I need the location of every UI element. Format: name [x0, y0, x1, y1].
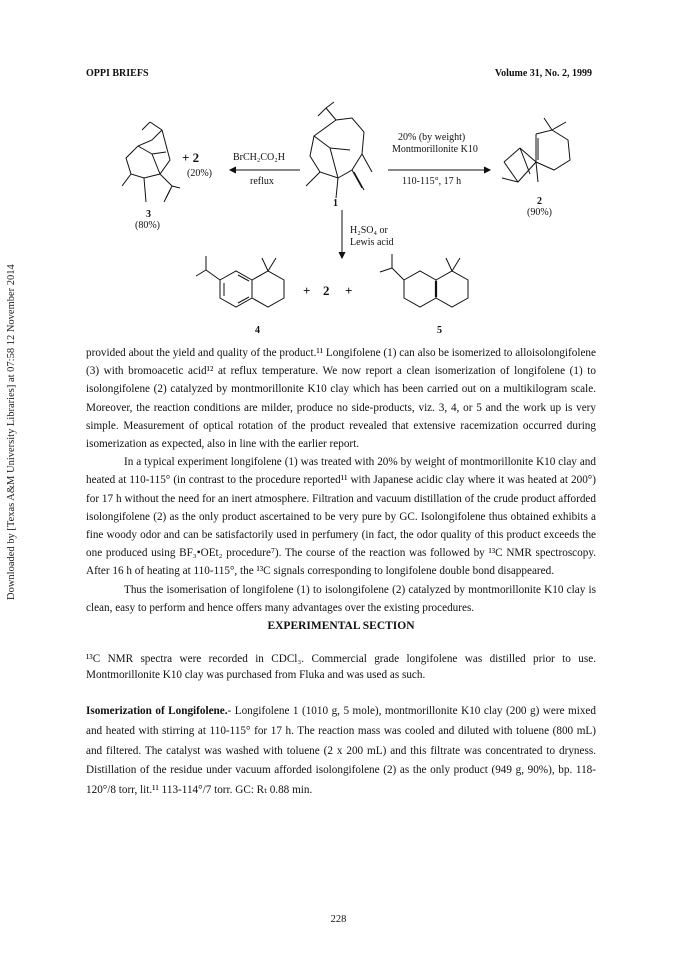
plus-sign-2: +: [345, 283, 353, 298]
compound-3-yield: (80%): [135, 220, 160, 231]
body-text-experimental: [86, 651, 596, 683]
body-text-procedure: [86, 702, 596, 801]
running-header-volume: Volume 31, No. 2, 1999: [494, 68, 592, 79]
compound-2-yield: (90%): [527, 207, 552, 218]
compound-4-label: 4: [255, 325, 260, 336]
compound-3-structure: [122, 122, 180, 202]
reagent-weight: 20% (by weight): [398, 132, 466, 143]
page-number: 228: [330, 914, 347, 925]
compound-1-structure: [306, 102, 372, 198]
compound-4-structure: [196, 256, 284, 307]
reaction-scheme: [0, 90, 677, 345]
plus-two-left: + 2: [182, 150, 200, 165]
running-header-journal: OPPI BRIEFS: [86, 68, 149, 79]
reagent-reflux: reflux: [250, 176, 274, 187]
paragraph-5: [86, 702, 596, 801]
compound-2-label: 2: [537, 196, 542, 207]
compound-5-structure: [380, 254, 468, 307]
reagent-sulfuric: H₂SO₄ or: [350, 225, 388, 236]
download-watermark: Downloaded by [Texas A&M University Libraries] at 07:58 12 November 2014: [6, 264, 17, 600]
reagent-lewis: Lewis acid: [350, 237, 394, 248]
paragraph-3: Thus the isomerisation of longifolene (1) to isolongifolene (2) catalyzed by montmorillonite K10 clay is clean, easy to perform and hence offers many advantages over the existing procedures.: [86, 583, 596, 614]
twenty-percent: (20%): [187, 168, 212, 179]
compound-3-label: 3: [146, 209, 151, 220]
arrow-left: [230, 167, 300, 173]
paragraph-4: ¹³C NMR spectra were recorded in CDCl₃. Commercial grade longifolene was distilled prior to use. Montmorillonite K10 clay was purchased from Fluka and was used as such.: [86, 653, 596, 681]
plus-sign-1: +: [303, 283, 311, 298]
reagent-bromoacetic: BrCH₂CO₂H: [233, 152, 285, 163]
reagent-temperature: 110-115°, 17 h: [402, 176, 462, 187]
section-title-experimental: EXPERIMENTAL SECTION: [267, 620, 415, 632]
reagent-montmorillonite: Montmorillonite K10: [392, 144, 478, 155]
paragraph-2: In a typical experiment longifolene (1) was treated with 20% by weight of montmorillonite K10 clay and heated at 110-115° (in contrast to the procedure reported¹¹ with Japanese acidic clay where it was heated at 200°) for 17 h without the need for an inert atmosphere. Filtration and vacuum distillation of the crude product afforded isolongifolene (2) as the only product ascertained to be very pure by GC. Isolongifolene thus obtained exhibits a fine woody odor and can be satisfactorily used in perfumery (in fact, the odor quality of this product exceeds the one produced using BF₃•OEt₂ procedure⁷). The course of the reaction was followed by ¹³C NMR spectroscopy. After 16 h of heating at 110-115°, the ¹³C signals corresponding to longifolene double bond disappeared.: [86, 456, 596, 578]
arrow-down: [339, 210, 345, 258]
body-text-upper: [86, 344, 596, 617]
procedure-heading: Isomerization of Longifolene.: [86, 705, 228, 717]
paragraph-1: provided about the yield and quality of the product.¹¹ Longifolene (1) can also be isomerized to alloisolongifolene (3) with bromoacetic acid¹² at reflux temperature. We now report a clean isomerization of longifolene (1) to isolongifolene (2) catalyzed by montmorillonite K10 clay which has been carried out on a multikilogram scale. Moreover, the reaction conditions are milder, produce no side-products, viz. 3, 4, or 5 and the work up is very simple. Measurement of optical rotation of the product revealed that extensive racemization occurred during isomerization as expected, also in line with the earlier report.: [86, 347, 596, 451]
arrow-right: [388, 167, 490, 173]
compound-1-label: 1: [333, 198, 338, 209]
compound-2-mid: 2: [323, 283, 330, 298]
compound-2-structure: [502, 118, 570, 182]
compound-5-label: 5: [437, 325, 442, 336]
procedure-body: - Longifolene 1 (1010 g, 5 mole), montmorillonite K10 clay (200 g) were mixed and heated with stirring at 110-115° for 17 h. The reaction mass was cooled and diluted with toluene (800 mL) and filtered. The catalyst was washed with toluene (2 x 200 mL) and this filtrate was concentrated to dryness. Distillation of the residue under vacuum afforded isolongifolene (2) as the only product (949 g, 90%), bp. 118-120°/8 torr, lit.¹¹ 113-114°/7 torr. GC: Rₜ 0.88 min.: [86, 705, 596, 797]
